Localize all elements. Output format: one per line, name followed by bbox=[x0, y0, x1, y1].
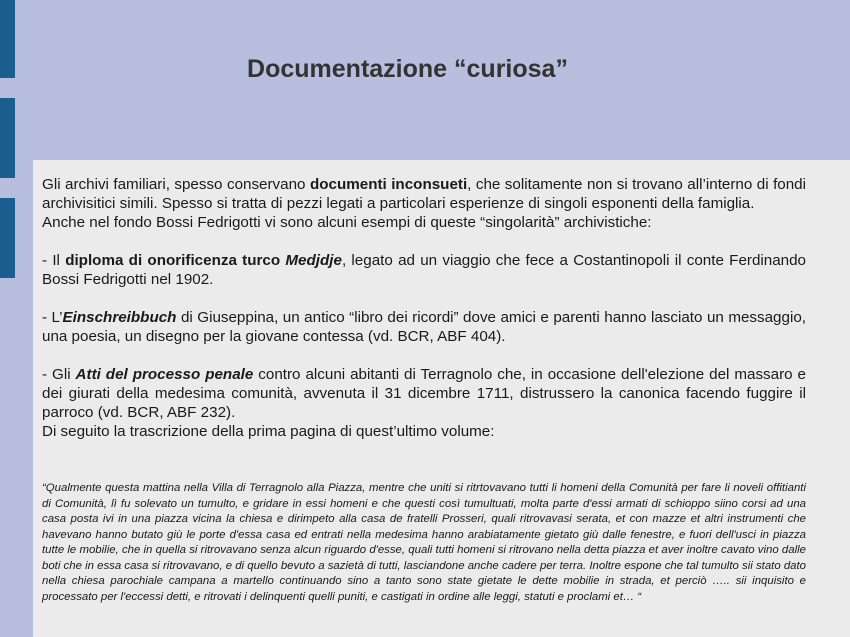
accent-bar-2 bbox=[0, 98, 15, 178]
list-item-processo: - Gli Atti del processo penale contro alcuni abitanti di Terragnolo che, in occasione dell'elezione del massaro e dei giurati della medesima comunità, avvenuta il 31 dicembre 1711, distrussero la canonica facendo fuggire il parroco (vd. BCR, ABF 232). bbox=[42, 366, 807, 421]
transcription-intro: Di seguito la trascrizione della prima pagina di quest’ultimo volume: bbox=[42, 423, 495, 440]
transcription-quote: “Qualmente questa mattina nella Villa di Terragnolo alla Piazza, mentre che uniti si ritrtovavano tutti li homeni della Comunità per fare li noveli offitianti di Comunità, lì fu solevato un tumulto, e gridare in essi homeni e che questi così tumultuati, molta parte d'essi armati di schioppo siino corsi ad una casa posta ivi in una piazza vicina la chiesa e dirimpeto alla casa de fratelli Prosseri, quali ritrovavasi serata, et con mazze et altri instrumenti che havevano hanno butato giù le porte d'essa casa ed entrati nella medesima hanno arabiatamente gietato giù dalle fenestre, e fuori dell'usci in piazza tutte le mobilie, che in quella si ritrovavano senza alcun riguardo d'esse, quali tutti homeni si ritrovano nella detta piazza et aver inoltre cavato vino dalle boti che in essa casa si ritrovavano, e di quello bevuto a sazietà di tutti, lasciandone anche cadere per terra. Inoltre espone che tal tumulto sii stato dato nella chiesa parochiale campana a martello continuando sino a tanto sono state gietate le dette mobilie in strada, et perciò ….. sii inquisito e processato per l'eccessi detti, e ritrovati i delinquenti quelli puniti, e castigati in ordine alle leggi, statuti e proclami et… “ bbox=[42, 482, 806, 603]
body-text bbox=[42, 175, 806, 441]
accent-bar-3 bbox=[0, 198, 15, 278]
list-item-diploma: - Il diploma di onorificenza turco Medjdje, legato ad un viaggio che fece a Costantinopoli il conte Ferdinando Bossi Fedrigotti nel 1902. bbox=[42, 252, 806, 288]
slide-title: Documentazione “curiosa” bbox=[247, 55, 568, 83]
intro-paragraph: Gli archivi familiari, spesso conservano documenti inconsueti, che solitamente non si trovano all’interno di fondi archivisitici simili. Spesso si tratta di pezzi legati a particolari esperienze di singoli esponenti della famiglia. bbox=[42, 176, 806, 212]
list-item-einschreibbuch: - L’Einschreibbuch di Giuseppina, un antico “libro dei ricordi” dove amici e parenti hanno lasciato un messaggio, una poesia, un disegno per la giovane contessa (vd. BCR, ABF 404). bbox=[42, 309, 806, 345]
intro-paragraph-2: Anche nel fondo Bossi Fedrigotti vi sono alcuni esempi di queste “singolarità” archivistiche: bbox=[42, 214, 652, 231]
